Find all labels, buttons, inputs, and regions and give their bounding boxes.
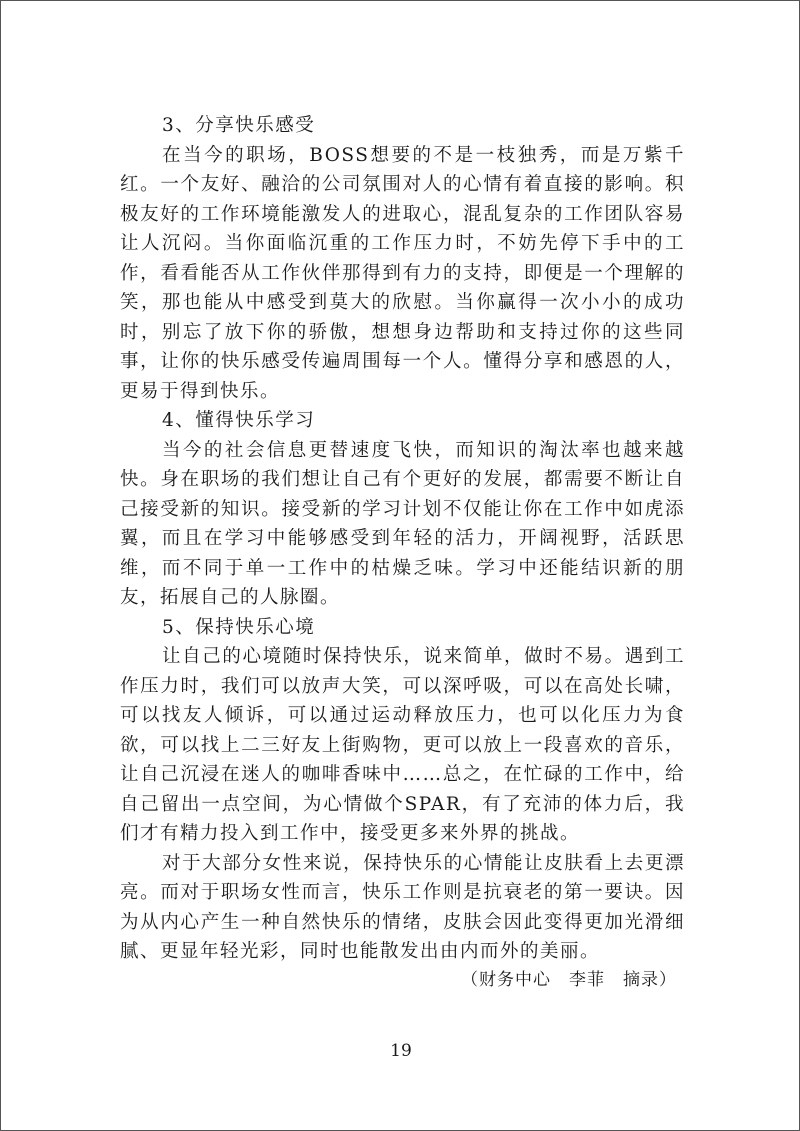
- section-learn-happily: [120, 406, 685, 613]
- paragraph: 在当今的职场，BOSS想要的不是一枝独秀，而是万紫千红。一个友好、融洽的公司氛围对人的心情有着直接的影响。积极友好的工作环境能激发人的进取心，混乱复杂的工作团队容易让人沉闷。当你面临沉重的工作压力时，不妨先停下手中的工作，看看能否从工作伙伴那得到有力的支持，即便是一个理解的笑，那也能从中感受到莫大的欣慰。当你赢得一次小小的成功时，别忘了放下你的骄傲，想想身边帮助和支持过你的这些同事，让你的快乐感受传遍周围每一个人。懂得分享和感恩的人，更易于得到快乐。: [120, 144, 685, 402]
- paragraph: 当今的社会信息更替速度飞快，而知识的淘汰率也越来越快。身在职场的我们想让自己有个更好的发展，都需要不断让自己接受新的知识。接受新的学习计划不仅能让你在工作中如虎添翼，而且在学习中能够感受到年轻的活力，开阔视野，活跃思维，而不同于单一工作中的枯燥乏味。学习中还能结识新的朋友，拓展自己的人脉圈。: [120, 439, 685, 608]
- section-heading: 3、分享快乐感受: [162, 115, 316, 136]
- paragraph: 让自己的心境随时保持快乐，说来简单，做时不易。遇到工作压力时，我们可以放声大笑，可以深呼吸，可以在高处长啸，可以找友人倾诉，可以通过运动释放压力，也可以化压力为食欲，可以找上二三好友上街购物，更可以放上一段喜欢的音乐，让自己沉浸在迷人的咖啡香味中……总之，在忙碌的工作中，给自己留出一点空间，为心情做个SPAR，有了充沛的体力后，我们才有精力投入到工作中，接受更多来外界的挑战。: [120, 646, 685, 844]
- author-byline: （财务中心 李菲 摘录）: [461, 970, 677, 990]
- page-number: 19: [390, 1041, 412, 1061]
- section-share-happiness: [120, 111, 685, 406]
- section-heading: 4、懂得快乐学习: [162, 410, 316, 431]
- section-keep-happy-mood: [120, 613, 685, 967]
- article-body: [120, 111, 685, 967]
- section-heading: 5、保持快乐心境: [162, 616, 316, 638]
- paragraph: 对于大部分女性来说，保持快乐的心情能让皮肤看上去更漂亮。而对于职场女性而言，快乐工作则是抗衰老的第一要诀。因为从内心产生一种自然快乐的情绪，皮肤会因此变得更加光滑细腻、更显年轻光彩，同时也能散发出由内而外的美丽。: [120, 852, 685, 962]
